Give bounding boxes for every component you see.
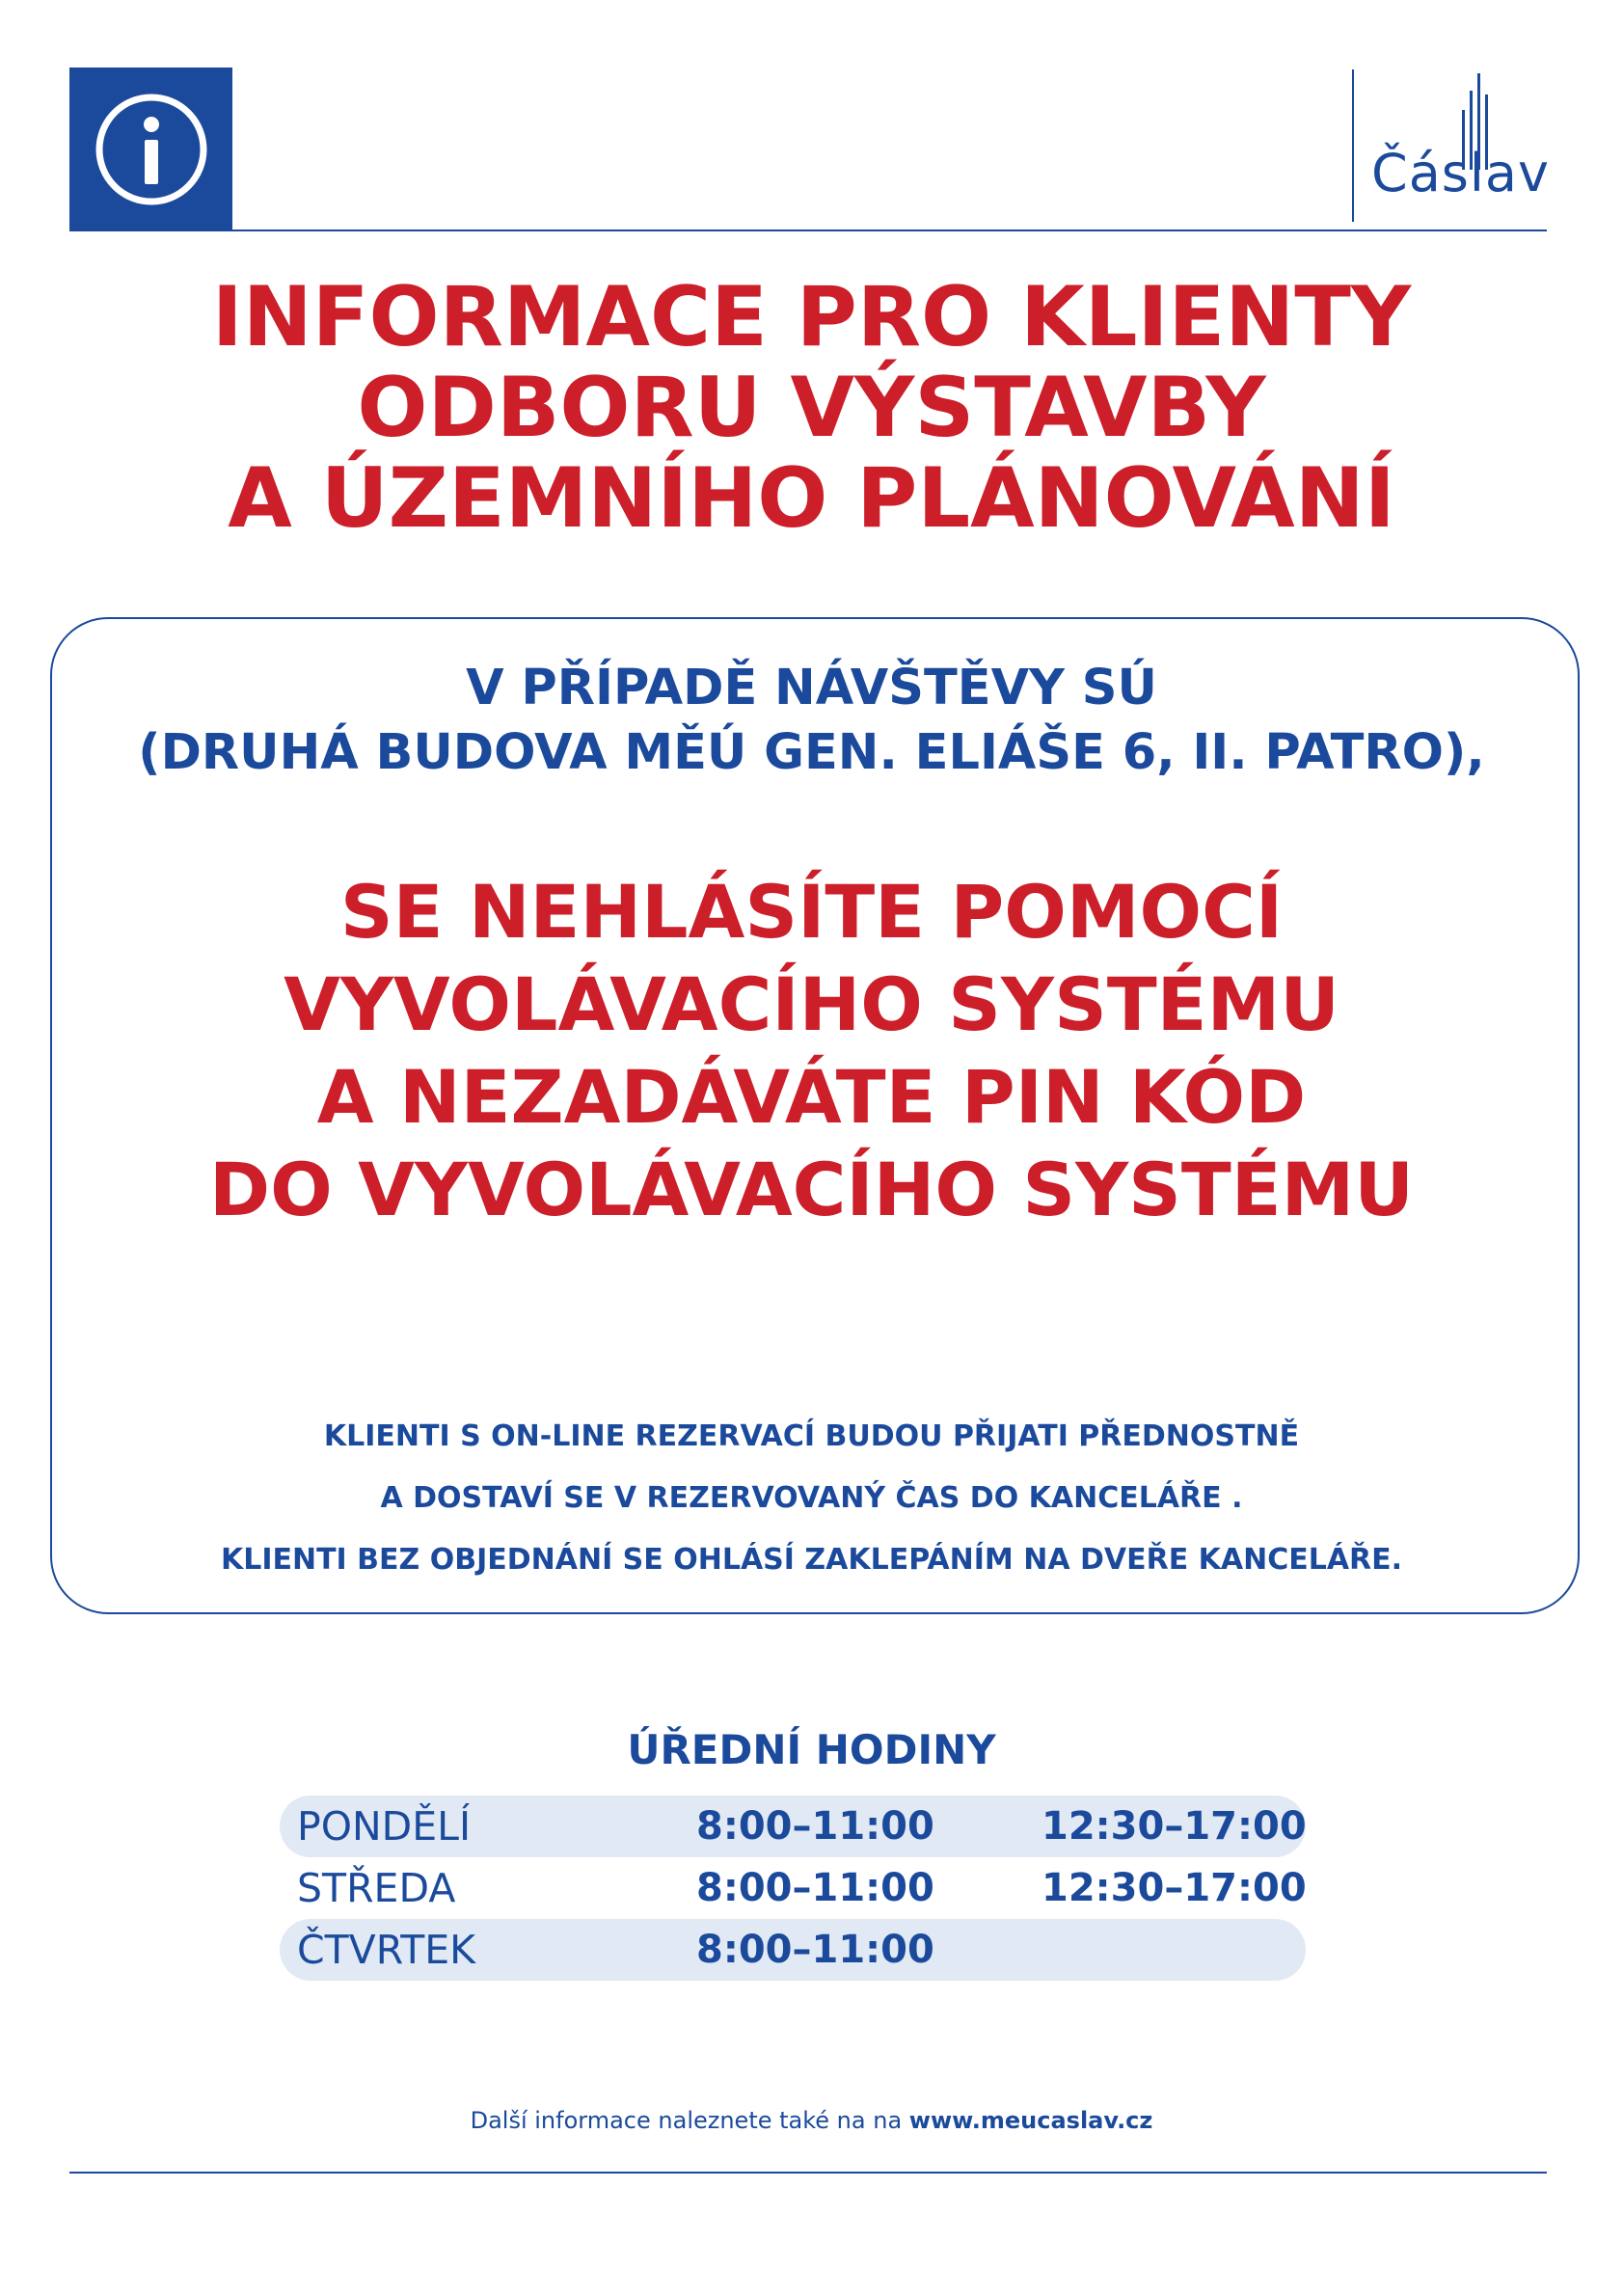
day-label: STŘEDA <box>297 1865 456 1911</box>
message-line: VYVOLÁVACÍHO SYSTÉMU <box>284 961 1339 1047</box>
day-label: ČTVRTEK <box>297 1927 476 1973</box>
website-link[interactable]: www.meucaslav.cz <box>908 2107 1153 2134</box>
office-hours-table <box>280 1796 1306 1981</box>
title-line: A ÚZEMNÍHO PLÁNOVÁNÍ <box>228 450 1395 547</box>
hours-row <box>280 1857 1306 1919</box>
top-divider <box>69 230 1547 231</box>
page-title <box>0 269 1623 547</box>
afternoon-hours: 12:30–17:00 <box>1041 1804 1307 1849</box>
client-line: KLIENTI S ON-LINE REZERVACÍ BUDOU PŘIJATI PŘEDNOSTNĚ <box>323 1419 1300 1453</box>
afternoon-hours: 12:30–17:00 <box>1041 1866 1307 1910</box>
message-line: A NEZADÁVÁTE PIN KÓD <box>316 1054 1307 1140</box>
client-line: KLIENTI BEZ OBJEDNÁNÍ SE OHLÁSÍ ZAKLEPÁNÍM NA DVEŘE KANCELÁŘE. <box>220 1543 1403 1577</box>
client-line: A DOSTAVÍ SE V REZERVOVANÝ ČAS DO KANCELÁŘE . <box>380 1481 1243 1515</box>
hours-row <box>280 1919 1306 1981</box>
morning-hours: 8:00–11:00 <box>696 1866 934 1910</box>
city-logo: Čáslav <box>1371 143 1550 203</box>
footer-note <box>0 2107 1623 2134</box>
hours-row <box>280 1796 1306 1857</box>
logo-divider <box>1352 69 1354 222</box>
visit-line: (DRUHÁ BUDOVA MĚÚ GEN. ELIÁŠE 6, II. PATRO), <box>138 724 1485 781</box>
office-hours-heading: ÚŘEDNÍ HODINY <box>627 1726 996 1773</box>
visit-info <box>0 656 1623 785</box>
footer-text: Další informace naleznete také na na <box>470 2107 909 2134</box>
morning-hours: 8:00–11:00 <box>696 1928 934 1972</box>
bottom-divider <box>69 2172 1547 2174</box>
title-line: ODBORU VÝSTAVBY <box>357 360 1266 456</box>
visit-line: V PŘÍPADĚ NÁVŠTĚVY SÚ <box>466 660 1157 716</box>
main-message <box>0 866 1623 1236</box>
title-line: INFORMACE PRO KLIENTY <box>211 269 1412 365</box>
morning-hours: 8:00–11:00 <box>696 1804 934 1849</box>
info-badge <box>69 68 232 231</box>
message-line: DO VYVOLÁVACÍHO SYSTÉMU <box>209 1147 1414 1232</box>
client-instructions <box>0 1406 1623 1591</box>
message-line: SE NEHLÁSÍTE POMOCÍ <box>339 869 1284 955</box>
day-label: PONDĚLÍ <box>297 1803 472 1850</box>
info-icon <box>92 90 211 209</box>
